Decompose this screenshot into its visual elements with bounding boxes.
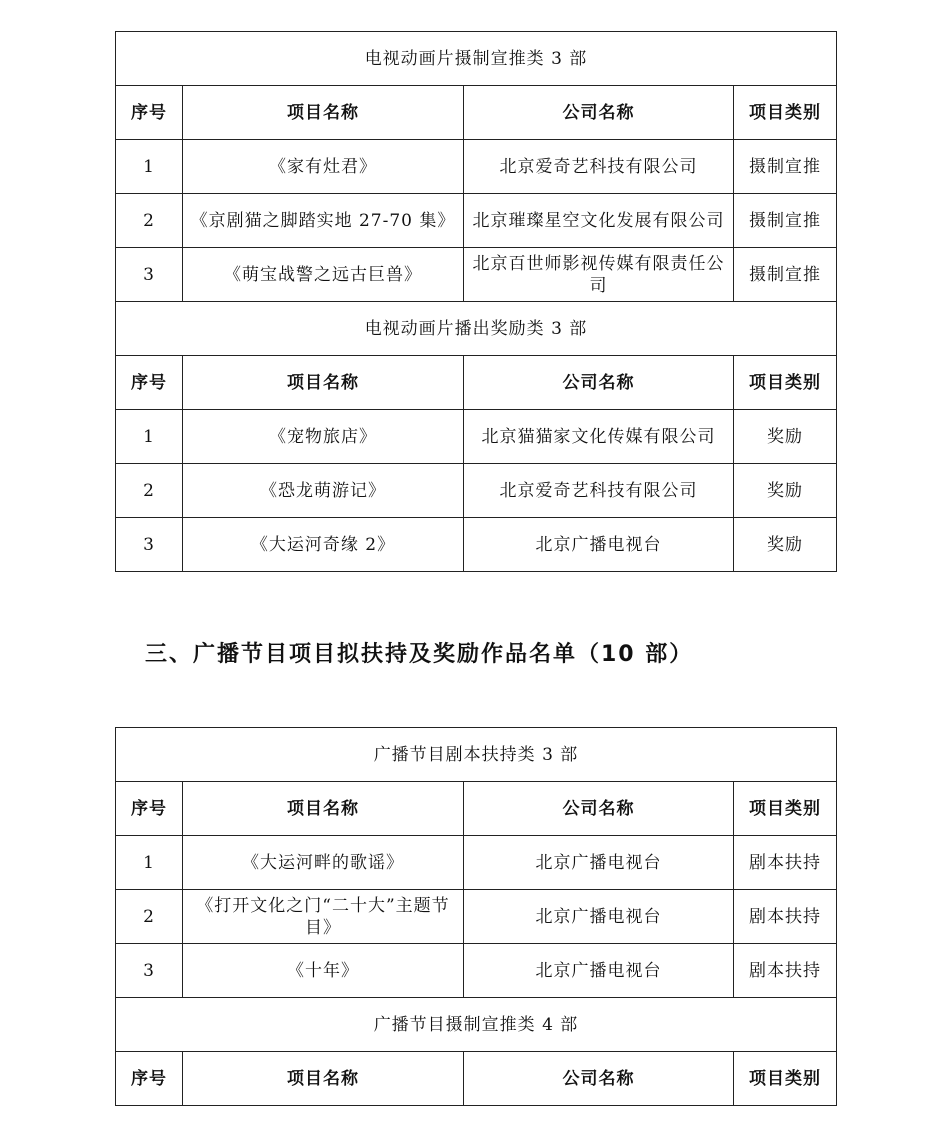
cell-no: 3 xyxy=(116,518,183,572)
cell-no: 2 xyxy=(116,464,183,518)
header-name: 项目名称 xyxy=(183,356,464,410)
table-row xyxy=(116,518,837,572)
table-row xyxy=(116,890,837,944)
cell-no: 1 xyxy=(116,836,183,890)
cell-no: 2 xyxy=(116,194,183,248)
table-row xyxy=(116,410,837,464)
cell-name: 《家有灶君》 xyxy=(183,140,464,194)
header-name: 项目名称 xyxy=(183,782,464,836)
cell-company: 北京广播电视台 xyxy=(464,518,734,572)
cell-name: 《宠物旅店》 xyxy=(183,410,464,464)
cell-name: 《打开文化之门“二十大”主题节目》 xyxy=(183,890,464,944)
header-name: 项目名称 xyxy=(183,1052,464,1106)
cell-category: 奖励 xyxy=(734,464,837,518)
animation-table xyxy=(115,31,837,572)
cell-category: 剧本扶持 xyxy=(734,944,837,998)
section-title-row xyxy=(116,998,837,1052)
cell-company: 北京璀璨星空文化发展有限公司 xyxy=(464,194,734,248)
header-company: 公司名称 xyxy=(464,356,734,410)
cell-category: 摄制宣推 xyxy=(734,140,837,194)
section-title-row xyxy=(116,728,837,782)
section-title: 电视动画片摄制宣推类 3 部 xyxy=(116,32,837,86)
header-no: 序号 xyxy=(116,782,183,836)
header-row xyxy=(116,782,837,836)
cell-category: 奖励 xyxy=(734,518,837,572)
header-category: 项目类别 xyxy=(734,1052,837,1106)
table-row xyxy=(116,194,837,248)
header-row xyxy=(116,356,837,410)
header-category: 项目类别 xyxy=(734,86,837,140)
section-title: 广播节目剧本扶持类 3 部 xyxy=(116,728,837,782)
cell-name: 《恐龙萌游记》 xyxy=(183,464,464,518)
cell-no: 3 xyxy=(116,944,183,998)
section-title-row xyxy=(116,32,837,86)
header-category: 项目类别 xyxy=(734,782,837,836)
header-row xyxy=(116,86,837,140)
header-company: 公司名称 xyxy=(464,86,734,140)
radio-table xyxy=(115,727,837,1106)
cell-name: 《大运河畔的歌谣》 xyxy=(183,836,464,890)
header-no: 序号 xyxy=(116,86,183,140)
cell-company: 北京广播电视台 xyxy=(464,944,734,998)
header-company: 公司名称 xyxy=(464,1052,734,1106)
cell-company: 北京百世师影视传媒有限责任公司 xyxy=(464,248,734,302)
cell-category: 剧本扶持 xyxy=(734,836,837,890)
section-title: 电视动画片播出奖励类 3 部 xyxy=(116,302,837,356)
table-row xyxy=(116,140,837,194)
section-heading: 三、广播节目项目拟扶持及奖励作品名单（10 部） xyxy=(145,642,694,667)
cell-company: 北京广播电视台 xyxy=(464,890,734,944)
table-row xyxy=(116,836,837,890)
cell-category: 剧本扶持 xyxy=(734,890,837,944)
cell-name: 《京剧猫之脚踏实地 27-70 集》 xyxy=(183,194,464,248)
cell-name: 《大运河奇缘 2》 xyxy=(183,518,464,572)
cell-no: 3 xyxy=(116,248,183,302)
header-company: 公司名称 xyxy=(464,782,734,836)
table-row xyxy=(116,944,837,998)
header-category: 项目类别 xyxy=(734,356,837,410)
table-row xyxy=(116,464,837,518)
cell-category: 摄制宣推 xyxy=(734,248,837,302)
cell-no: 2 xyxy=(116,890,183,944)
cell-category: 摄制宣推 xyxy=(734,194,837,248)
cell-name: 《萌宝战警之远古巨兽》 xyxy=(183,248,464,302)
header-no: 序号 xyxy=(116,1052,183,1106)
cell-company: 北京爱奇艺科技有限公司 xyxy=(464,140,734,194)
cell-no: 1 xyxy=(116,410,183,464)
section-title: 广播节目摄制宣推类 4 部 xyxy=(116,998,837,1052)
section-title-row xyxy=(116,302,837,356)
header-name: 项目名称 xyxy=(183,86,464,140)
cell-company: 北京广播电视台 xyxy=(464,836,734,890)
table-row xyxy=(116,248,837,302)
cell-company: 北京猫猫家文化传媒有限公司 xyxy=(464,410,734,464)
header-no: 序号 xyxy=(116,356,183,410)
cell-no: 1 xyxy=(116,140,183,194)
cell-name: 《十年》 xyxy=(183,944,464,998)
cell-category: 奖励 xyxy=(734,410,837,464)
cell-company: 北京爱奇艺科技有限公司 xyxy=(464,464,734,518)
header-row xyxy=(116,1052,837,1106)
